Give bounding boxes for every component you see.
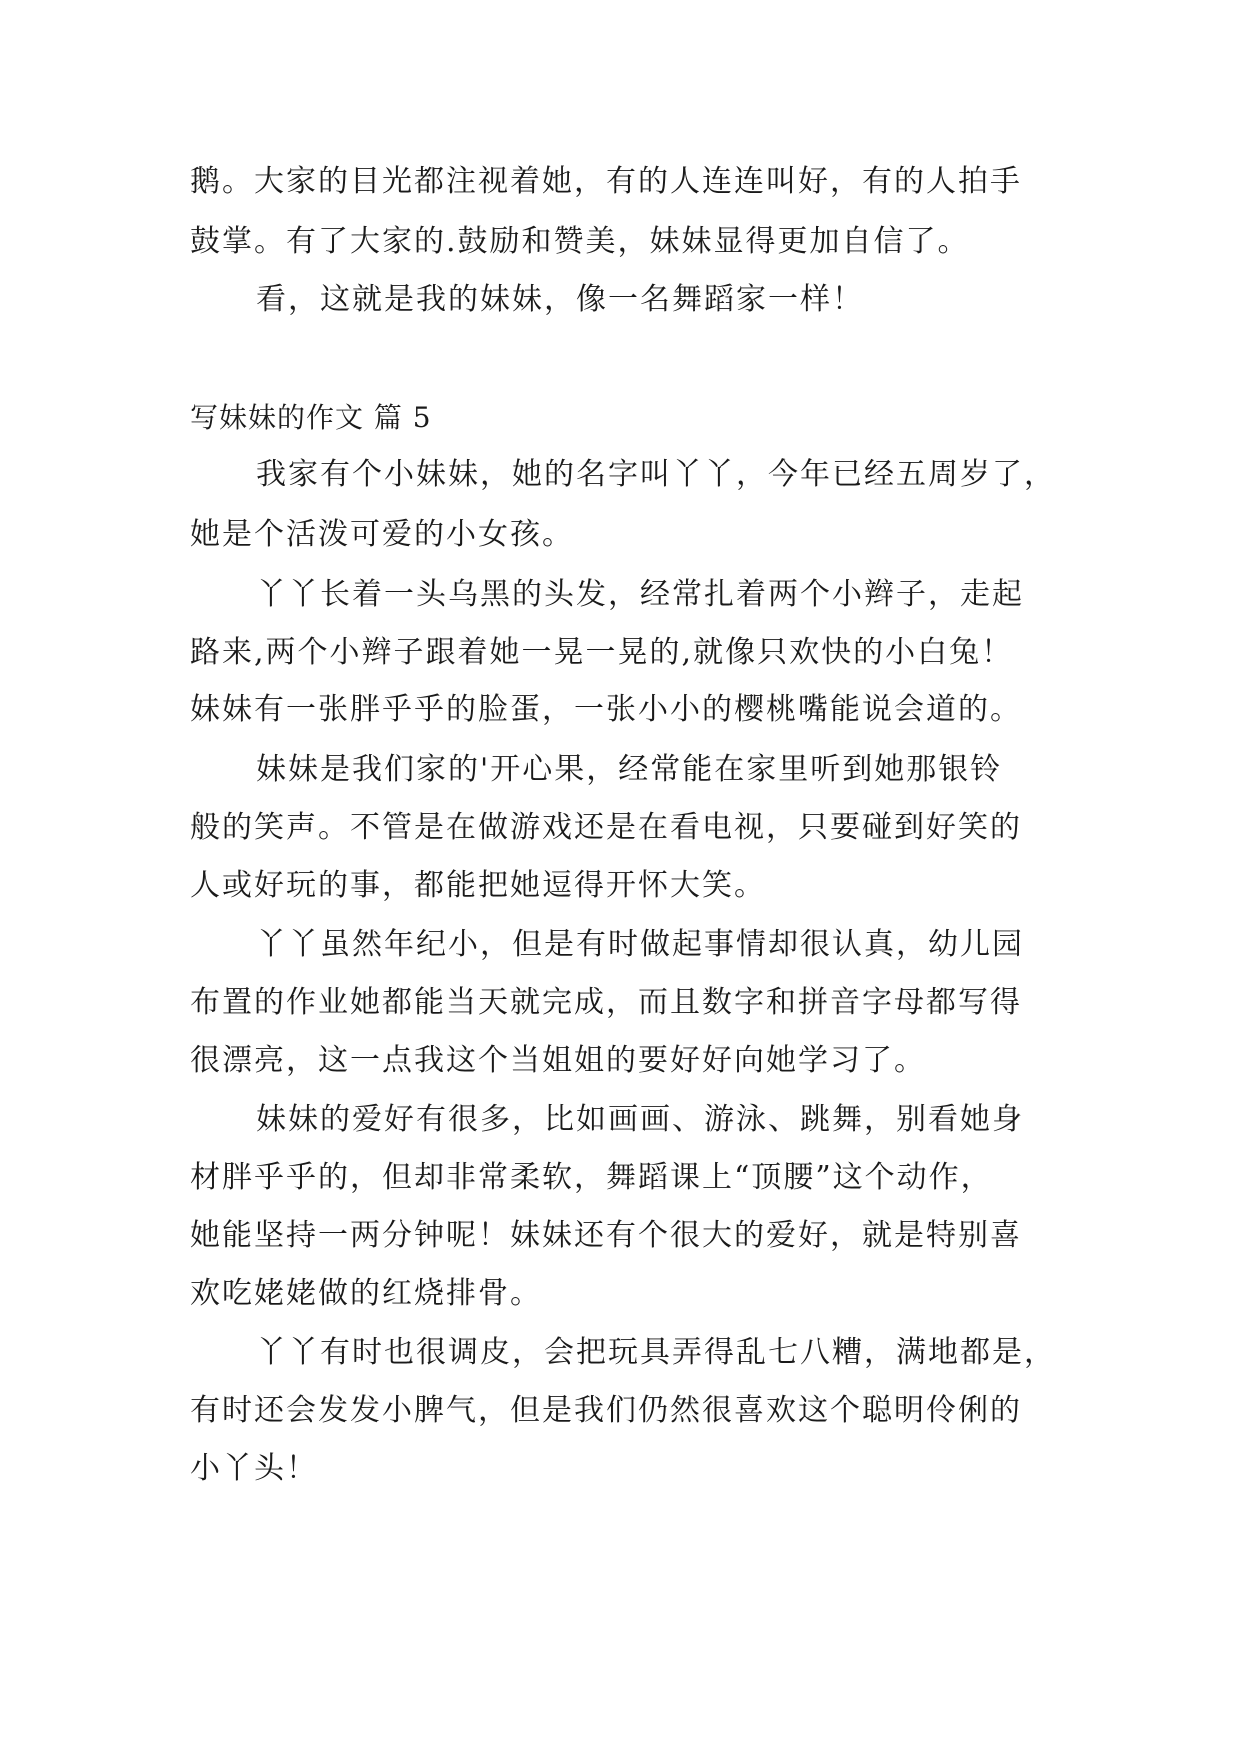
- paragraph-5-line-2: 材胖乎乎的，但却非常柔软，舞蹈课上“顶腰”这个动作，: [190, 1160, 993, 1195]
- paragraph-2-line-2: 路来,两个小辫子跟着她一晃一晃的,就像只欢快的小白兔！: [190, 635, 1014, 670]
- paragraph-6-line-1: 丫丫有时也很调皮，会把玩具弄得乱七八糟，满地都是，: [256, 1335, 1056, 1370]
- intro-line-2: 鼓掌。有了大家的.鼓励和赞美，妹妹显得更加自信了。: [190, 224, 970, 259]
- paragraph-1-line-2: 她是个活泼可爱的小女孩。: [190, 517, 574, 552]
- paragraph-3-line-2: 般的笑声。不管是在做游戏还是在看电视，只要碰到好笑的: [190, 810, 1022, 845]
- paragraph-6-line-3: 小丫头！: [190, 1451, 318, 1486]
- paragraph-4-line-1: 丫丫虽然年纪小，但是有时做起事情却很认真，幼儿园: [256, 927, 1024, 962]
- paragraph-5-line-1: 妹妹的爱好有很多，比如画画、游泳、跳舞，别看她身: [256, 1102, 1024, 1137]
- paragraph-3-line-3: 人或好玩的事，都能把她逗得开怀大笑。: [190, 868, 766, 903]
- paragraph-6-line-2: 有时还会发发小脾气，但是我们仍然很喜欢这个聪明伶俐的: [190, 1393, 1022, 1428]
- paragraph-4-line-3: 很漂亮，这一点我这个当姐姐的要好好向她学习了。: [190, 1043, 926, 1078]
- paragraph-5-line-4: 欢吃姥姥做的红烧排骨。: [190, 1276, 542, 1311]
- paragraph-4-line-2: 布置的作业她都能当天就完成，而且数字和拼音字母都写得: [190, 985, 1022, 1020]
- intro-line-1: 鹅。大家的目光都注视着她，有的人连连叫好，有的人拍手: [190, 164, 1022, 199]
- paragraph-3-line-1: 妹妹是我们家的'开心果，经常能在家里听到她那银铃: [256, 752, 1003, 787]
- paragraph-1-line-1: 我家有个小妹妹，她的名字叫丫丫，今年已经五周岁了，: [256, 457, 1056, 492]
- paragraph-5-line-3: 她能坚持一两分钟呢！妹妹还有个很大的爱好，就是特别喜: [190, 1218, 1022, 1253]
- paragraph-2-line-3: 妹妹有一张胖乎乎的脸蛋，一张小小的樱桃嘴能说会道的。: [190, 692, 1022, 727]
- paragraph-2-line-1: 丫丫长着一头乌黑的头发，经常扎着两个小辫子，走起: [256, 577, 1024, 612]
- intro-closing: 看，这就是我的妹妹，像一名舞蹈家一样！: [256, 282, 864, 317]
- section-title: 写妹妹的作文 篇 5: [190, 401, 432, 434]
